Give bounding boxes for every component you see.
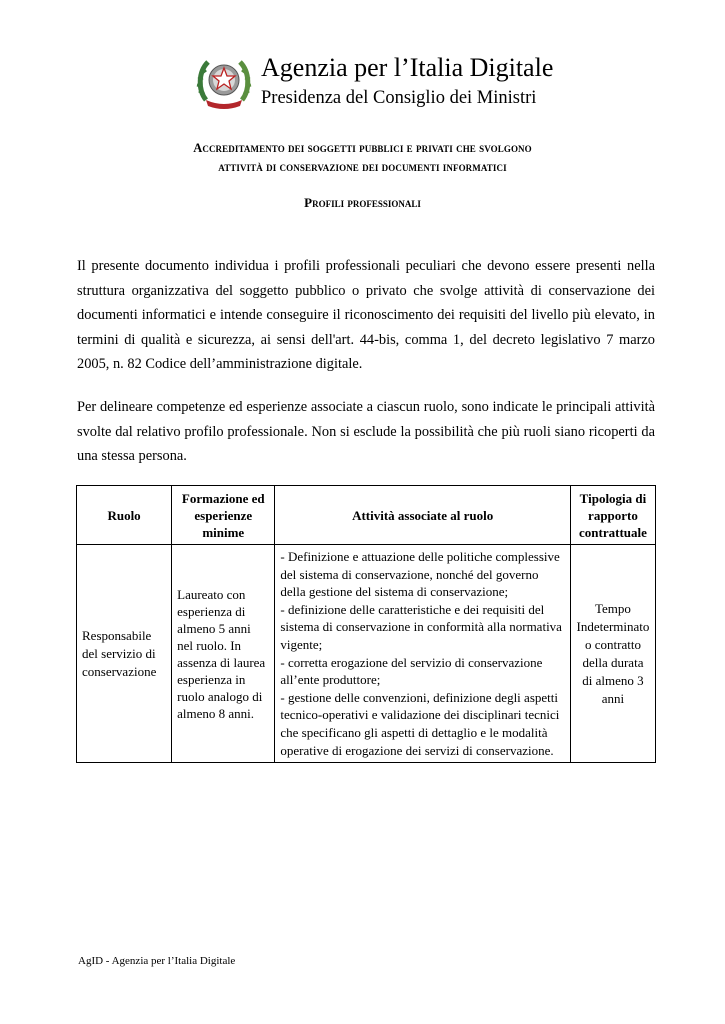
table-header-row xyxy=(77,486,656,545)
table-row xyxy=(77,545,656,763)
activity-item: - definizione delle caratteristiche e dei requisiti del sistema di conservazione in conformità alla normativa vigente; xyxy=(280,601,562,652)
document-title-line-2: attività di conservazione dei documenti informatici xyxy=(218,160,507,174)
header-role: Ruolo xyxy=(77,486,172,545)
activity-item: - corretta erogazione del servizio di conservazione all’ente produttore; xyxy=(280,654,543,688)
page-footer: AgID - Agenzia per l’Italia Digitale xyxy=(78,955,236,967)
organization-name: Agenzia per l’Italia Digitale xyxy=(261,53,554,82)
roles-table xyxy=(76,485,656,763)
header-activities: Attività associate al ruolo xyxy=(275,486,571,545)
contract-cell: Tempo Indeterminato o contratto della durata di almeno 3 anni xyxy=(570,545,655,763)
header-education: Formazione ed esperienze minime xyxy=(172,486,275,545)
activity-item: - Definizione e attuazione delle politiche complessive del sistema di conservazione, nonché del governo della gestione del sistema di conservazione; xyxy=(280,549,560,600)
activities-cell xyxy=(275,545,571,763)
header-contract: Tipologia di rapporto contrattuale xyxy=(570,486,655,545)
competences-paragraph: Per delineare competenze ed esperienze associate a ciascun ruolo, sono indicate le principali attività svolte dal relativo profilo professionale. Non si esclude la possibilità che più ruoli siano ricoperti da una stessa persona. xyxy=(77,399,655,464)
activity-item: - gestione delle convenzioni, definizione degli aspetti tecnico-operativi e validazione dei disciplinari tecnici che specificano gli aspetti di dettaglio e le modalità operative di erogazione dei servizi di conservazione. xyxy=(280,689,560,758)
education-cell: Laureato con esperienza di almeno 5 anni nel ruolo. In assenza di laurea esperienza in ruolo analogo di almeno 8 anni. xyxy=(172,545,275,763)
page-header xyxy=(196,50,556,114)
italian-republic-emblem-icon xyxy=(196,50,252,112)
government-name: Presidenza del Consiglio dei Ministri xyxy=(261,88,537,108)
document-title-line-1: Accreditamento dei soggetti pubblici e privati che svolgono xyxy=(193,141,532,155)
role-cell: Responsabile del servizio di conservazione xyxy=(77,545,172,763)
intro-paragraph: Il presente documento individua i profili professionali peculiari che devono essere presenti nella struttura organizzativa del soggetto pubblico o privato che svolge attività di conservazione dei documenti informatici e intende conseguire il riconoscimento dei requisiti del livello più elevato, in termini di qualità e sicurezza, ai sensi dell'art. 44-bis, comma 1, del decreto legislativo 7 marzo 2005, n. 82 Codice dell’amministrazione digitale. xyxy=(77,258,655,372)
document-subtitle: Profili professionali xyxy=(304,195,421,210)
